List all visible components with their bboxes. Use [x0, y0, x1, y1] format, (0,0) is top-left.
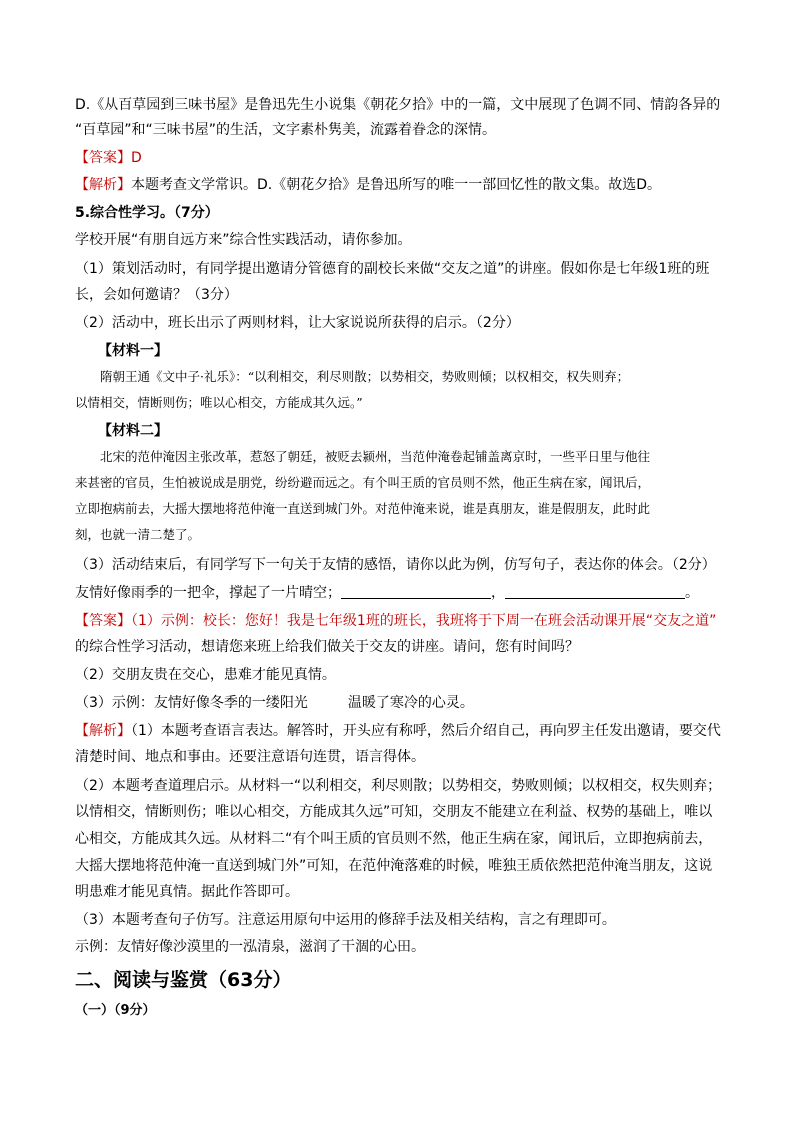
- question-5-3: （3）活动结束后，有同学写下一句关于友情的感悟，请你以此为例，仿写句子，表达你的体会。（2分）: [75, 557, 716, 573]
- explanation-5-2-line-5: 明患难才能见真情。据此作答即可。: [75, 884, 299, 900]
- question-5-title: 5.综合性学习。（7分）: [75, 205, 219, 221]
- answer-5-2: （2）交朋友贵在交心，患难才能见真情。: [75, 667, 336, 683]
- answer-value: D: [131, 150, 142, 166]
- explanation-5-2-line-1: （2）本题考查道理启示。从材料一“以利相交，利尽则散；以势相交，势败则倾；以权相交，权失则弃；: [75, 778, 722, 794]
- answer-5-3-part-1: （3）示例：友情好像冬季的一缕阳光: [75, 695, 308, 711]
- explanation-4: [75, 174, 724, 196]
- explanation-5-3-example: 示例：友情好像沙漠里的一泓清泉，滋润了干涸的心田。: [75, 939, 425, 955]
- answer-blank-1[interactable]: [341, 584, 491, 599]
- answer-5-1-line-1: [75, 610, 724, 632]
- explanation-5-2-line-3: 心相交，方能成其久远。从材料二“有个叫王质的官员则不然，他正生病在家，闻讯后，立即抱病前去，: [75, 831, 713, 847]
- example-sentence: 友情好像雨季的一把伞，撑起了一片晴空；: [75, 585, 341, 601]
- material-1-title: 【材料一】: [98, 343, 168, 359]
- answer-blank-2[interactable]: [505, 584, 685, 599]
- answer-text: （1）示例：校长：您好！我是七年级1班的班长，我班将于下周一在班会活动课开展“交友之道”: [131, 613, 717, 629]
- explanation-5-3: （3）本题考查句子仿写。注意运用原句中运用的修辞手法及相关结构，言之有理即可。: [75, 912, 616, 928]
- material-2-title: 【材料二】: [98, 423, 168, 439]
- answer-4: [75, 147, 724, 169]
- explanation-5-2-line-4: 大摇大摆地将范仲淹一直送到城门外”可知，在范仲淹落难的时候，唯独王质依然把范仲淹当朋友，这说: [75, 858, 713, 874]
- question-5-intro: 学校开展“有朋自远方来”综合性实践活动，请你参加。: [75, 232, 412, 248]
- material-2-line-2: 来甚密的官员，生怕被说成是朋党，纷纷避而远之。有个叫王质的官员则不然，他正生病在家，闻讯后，: [75, 475, 651, 490]
- explanation-label: 【解析】: [75, 723, 131, 739]
- question-5-2: （2）活动中，班长出示了两则材料，让大家说说所获得的启示。（2分）: [75, 315, 520, 331]
- explanation-label: 【解析】: [75, 177, 131, 193]
- section-heading: 二、阅读与鉴赏（63分）: [75, 969, 292, 991]
- explanation-5-2-line-2: 以情相交，情断则伤；唯以心相交，方能成其久远”可知，交朋友不能建立在利益、权势的基础上，唯以: [75, 804, 713, 820]
- answer-5-1-line-2: 的综合性学习活动，想请您来班上给我们做关于交友的讲座。请问，您有时间吗？: [75, 639, 579, 655]
- option-d-line-1: D.《从百草园到三味书屋》是鲁迅先生小说集《朝花夕拾》中的一篇，文中展现了色调不同、情韵各异的: [75, 97, 721, 113]
- material-1-line-2: 以情相交，情断则伤；唯以心相交，方能成其久远。”: [75, 395, 363, 410]
- answer-5-3-part-2: 温暖了寒冷的心灵。: [347, 695, 474, 711]
- blank-end: 。: [685, 585, 699, 601]
- question-5-1-line-2: 长，会如何邀请？（3分）: [75, 287, 238, 303]
- material-2-line-1: 北宋的范仲淹因主张改革，惹怒了朝廷，被贬去颍州，当范仲淹卷起铺盖离京时，一些平日里与他往: [100, 449, 651, 464]
- subsection-heading: （一）（9分）: [75, 1003, 156, 1018]
- answer-label: 【答案】: [75, 613, 131, 629]
- answer-5-3: [75, 692, 724, 714]
- blank-separator: ，: [491, 585, 505, 601]
- material-2-line-4: 刻，也就一清二楚了。: [75, 527, 201, 542]
- material-2-line-3: 立即抱病前去，大摇大摆地将范仲淹一直送到城门外。对范仲淹来说，谁是真朋友，谁是假朋友，此时此: [75, 501, 651, 516]
- explanation-5-1-line-2: 清楚时间、地点和事由。还要注意语句连贯，语言得体。: [75, 749, 425, 765]
- explanation-text: 本题考查文学常识。D.《朝花夕拾》是鲁迅所写的唯一一部回忆性的散文集。故选D。: [131, 177, 662, 193]
- material-1-line-1: 隋朝王通《文中子·礼乐》：“以利相交，利尽则散；以势相交，势败则倾；以权相交，权失则弃；: [100, 369, 630, 384]
- answer-label: 【答案】: [75, 150, 131, 166]
- question-5-3-example: [75, 582, 724, 604]
- explanation-text: （1）本题考查语言表达。解答时，开头应有称呼，然后介绍自己，再向罗主任发出邀请，要交代: [131, 723, 721, 739]
- option-d-line-2: “百草园”和“三味书屋”的生活，文字素朴隽美，流露着眷念的深情。: [75, 122, 497, 138]
- question-5-1-line-1: （1）策划活动时，有同学提出邀请分管德育的副校长来做“交友之道”的讲座。假如你是七年级1班的班: [75, 261, 710, 277]
- explanation-5-1-line-1: [75, 720, 724, 742]
